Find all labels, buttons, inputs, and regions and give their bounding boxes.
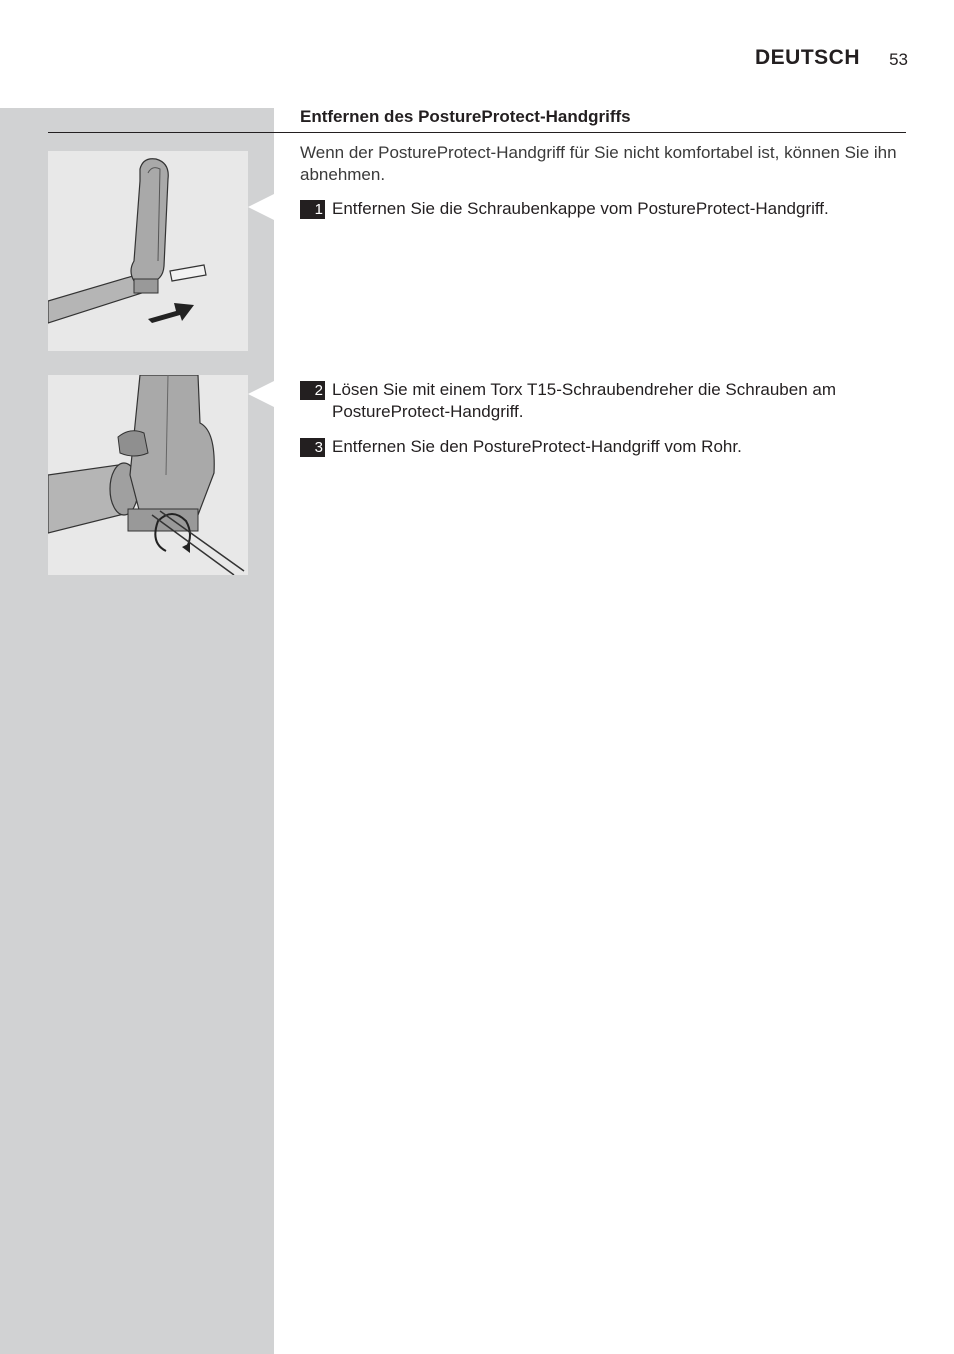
intro-paragraph: Wenn der PostureProtect-Handgriff für Sie nicht komfortabel ist, können Sie ihn abnehmen. [300, 143, 897, 184]
step-number: 3 [300, 438, 325, 457]
step-2 [300, 379, 900, 423]
section-title: Entfernen des PostureProtect-Handgriffs [300, 107, 631, 126]
step-text: Lösen Sie mit einem Torx T15-Schraubendreher die Schrauben am PostureProtect-Handgriff. [332, 380, 836, 421]
page-number: 53 [889, 50, 908, 69]
step-number: 1 [300, 200, 325, 219]
language-header: DEUTSCH [754, 46, 860, 69]
screwdriver-loosening-illustration [48, 375, 248, 575]
step-text: Entfernen Sie den PostureProtect-Handgriff vom Rohr. [332, 437, 742, 456]
step-1 [300, 198, 900, 220]
handle-cap-removal-illustration [48, 151, 248, 351]
illustration-pointer [248, 381, 274, 407]
step-text: Entfernen Sie die Schraubenkappe vom PostureProtect-Handgriff. [332, 199, 829, 218]
step-number: 2 [300, 381, 325, 400]
step-3 [300, 436, 900, 458]
illustration-pointer [248, 194, 274, 220]
title-rule [48, 132, 906, 133]
